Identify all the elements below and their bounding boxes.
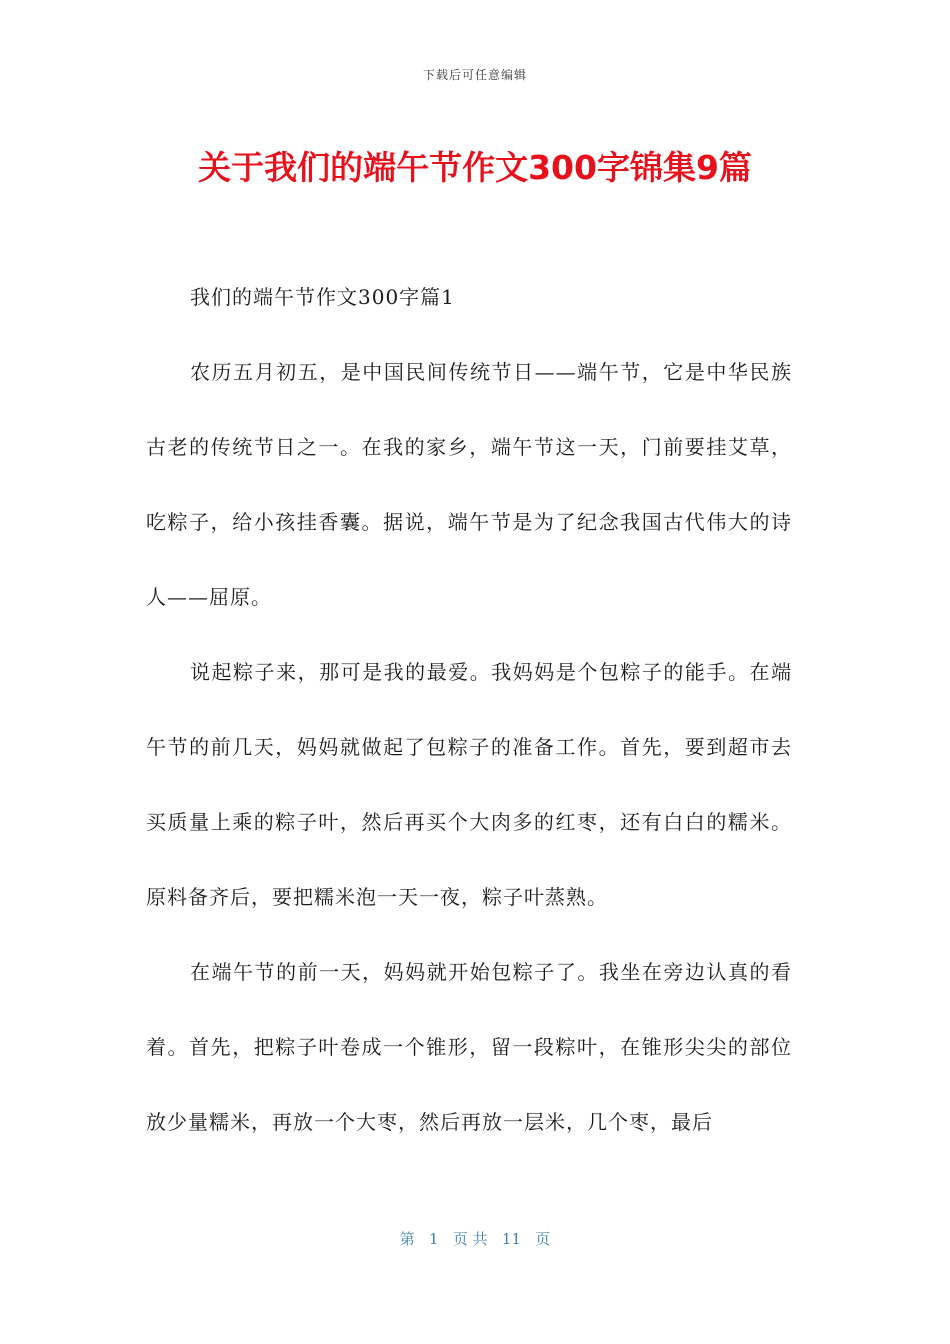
paragraph-2: 说起粽子来，那可是我的最爱。我妈妈是个包粽子的能手。在端午节的前几天，妈妈就做起了包粽子的准备工作。首先，要到超市去买质量上乘的粽子叶，然后再买个大肉多的红枣，还有白白的糯米。原料备齐后，要把糯米泡一天一夜，粽子叶蒸熟。 — [146, 660, 792, 909]
page-number-footer: 第 1 页 共 11 页 — [399, 1230, 551, 1248]
document-body — [146, 260, 792, 1160]
header-note: 下载后可任意编辑 — [422, 68, 527, 82]
paragraph-1: 农历五月初五，是中国民间传统节日——端午节，它是中华民族古老的传统节日之一。在我的家乡，端午节这一天，门前要挂艾草，吃粽子，给小孩挂香囊。据说，端午节是为了纪念我国古代伟大的诗人——屈原。 — [146, 360, 792, 609]
section-subtitle: 我们的端午节作文300字篇1 — [190, 285, 455, 309]
paragraph-3: 在端午节的前一天，妈妈就开始包粽子了。我坐在旁边认真的看着。首先，把粽子叶卷成一个锥形，留一段粽叶，在锥形尖尖的部位放少量糯米，再放一个大枣，然后再放一层米，几个枣，最后 — [146, 960, 792, 1134]
document-title: 关于我们的端午节作文300字锦集9篇 — [198, 148, 752, 187]
